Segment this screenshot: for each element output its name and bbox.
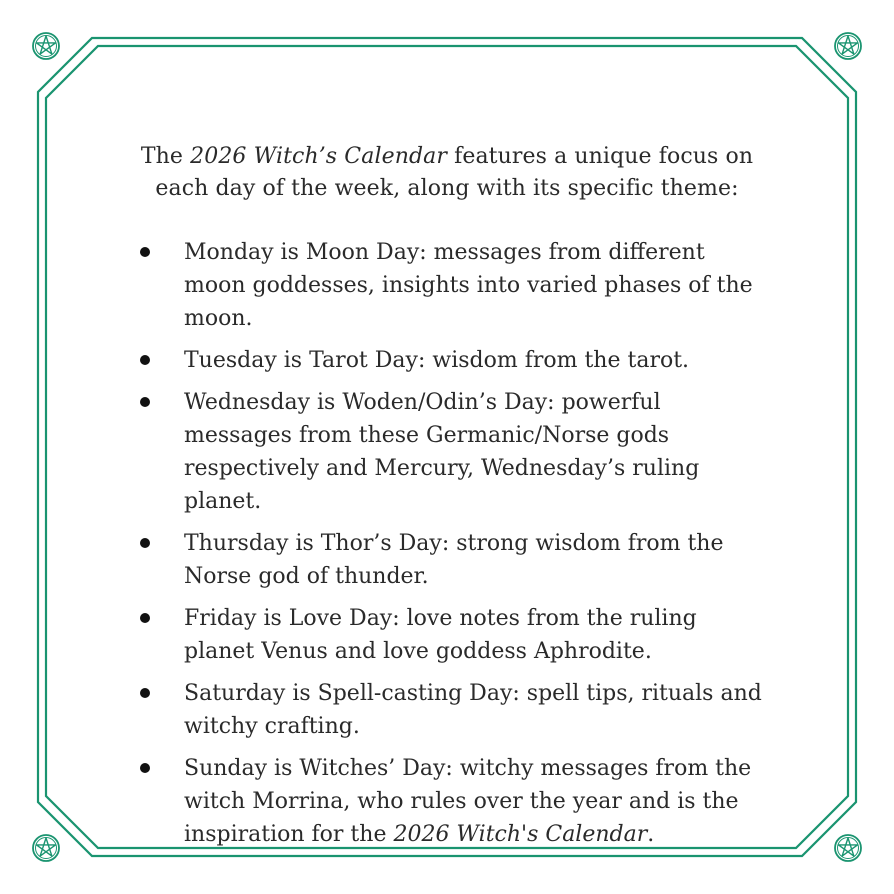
day-theme-text: Friday is Love Day: love notes from the ruling planet Venus and love goddess Aphrodite. [184,606,697,664]
bullet-icon [140,763,150,773]
bullet-icon [140,397,150,407]
list-item [0,602,894,668]
calendar-title: 2026 Witch's Calendar [393,822,648,847]
list-item [0,752,894,851]
sunday-text: Sunday is Witches’ Day: witchy messages from the witch Morrina, who rules over the year and is the inspiration for the [184,756,752,847]
bullet-icon [140,355,150,365]
day-theme-text: Saturday is Spell-casting Day: spell tips, rituals and witchy crafting. [184,681,762,739]
day-theme-text: Monday is Moon Day: messages from different moon goddesses, insights into varied phases of the moon. [184,240,753,331]
intro-prefix: The [140,144,191,169]
day-themes-list [0,236,894,860]
sunday-end: . [647,822,655,847]
bullet-icon [140,688,150,698]
bullet-icon [140,613,150,623]
list-item [0,386,894,518]
list-item [0,344,894,377]
bullet-icon [140,247,150,257]
list-item [0,527,894,593]
day-theme-text: Wednesday is Woden/Odin’s Day: powerful messages from these Germanic/Norse gods respectively and Mercury, Wednesday’s ruling planet. [184,390,700,514]
list-item [0,677,894,743]
bullet-icon [140,538,150,548]
calendar-title: 2026 Witch’s Calendar [190,144,447,169]
intro-paragraph [120,141,774,205]
day-theme-text [184,752,764,851]
day-theme-text: Thursday is Thor’s Day: strong wisdom from the Norse god of thunder. [184,531,724,589]
intro-suffix: features a unique focus on each day of the week, along with its specific theme: [155,144,754,201]
list-item [0,236,894,335]
day-theme-text: Tuesday is Tarot Day: wisdom from the tarot. [184,348,690,373]
